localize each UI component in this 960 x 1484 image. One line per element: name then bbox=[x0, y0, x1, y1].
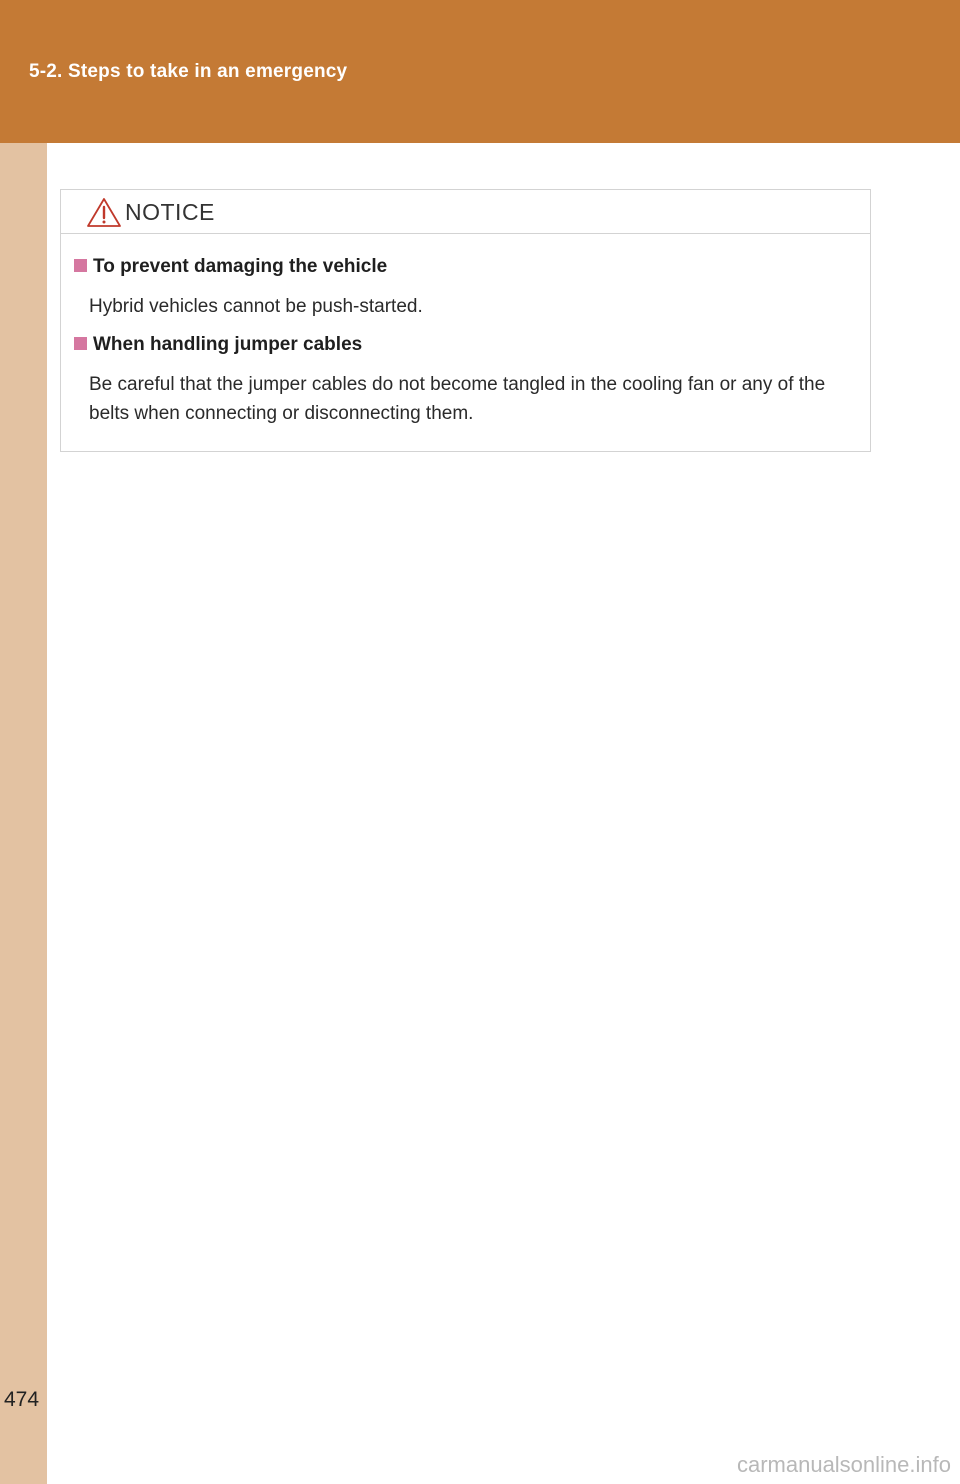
notice-item-heading bbox=[74, 256, 387, 278]
watermark: carmanualsonline.info bbox=[736, 1452, 951, 1477]
page-number: 474 bbox=[4, 1388, 40, 1411]
bullet-square-icon bbox=[74, 337, 87, 350]
notice-item-body: Hybrid vehicles cannot be push-started. bbox=[89, 296, 423, 317]
warning-triangle-icon bbox=[86, 196, 122, 228]
notice-label: NOTICE bbox=[125, 199, 215, 225]
side-strip bbox=[0, 143, 47, 1484]
notice-box bbox=[60, 189, 871, 452]
bullet-square-icon bbox=[74, 259, 87, 272]
notice-header bbox=[61, 190, 870, 234]
notice-item-heading-text: When handling jumper cables bbox=[93, 334, 363, 355]
section-title: 5-2. Steps to take in an emergency bbox=[29, 61, 348, 82]
notice-item-heading-text: To prevent damaging the vehicle bbox=[93, 256, 388, 277]
notice-item-heading bbox=[74, 334, 362, 356]
notice-item-body: Be careful that the jumper cables do not become tangled in the cooling fan or any of the belts when connecting or disconnecting them. bbox=[89, 374, 826, 424]
header-band bbox=[0, 0, 960, 143]
